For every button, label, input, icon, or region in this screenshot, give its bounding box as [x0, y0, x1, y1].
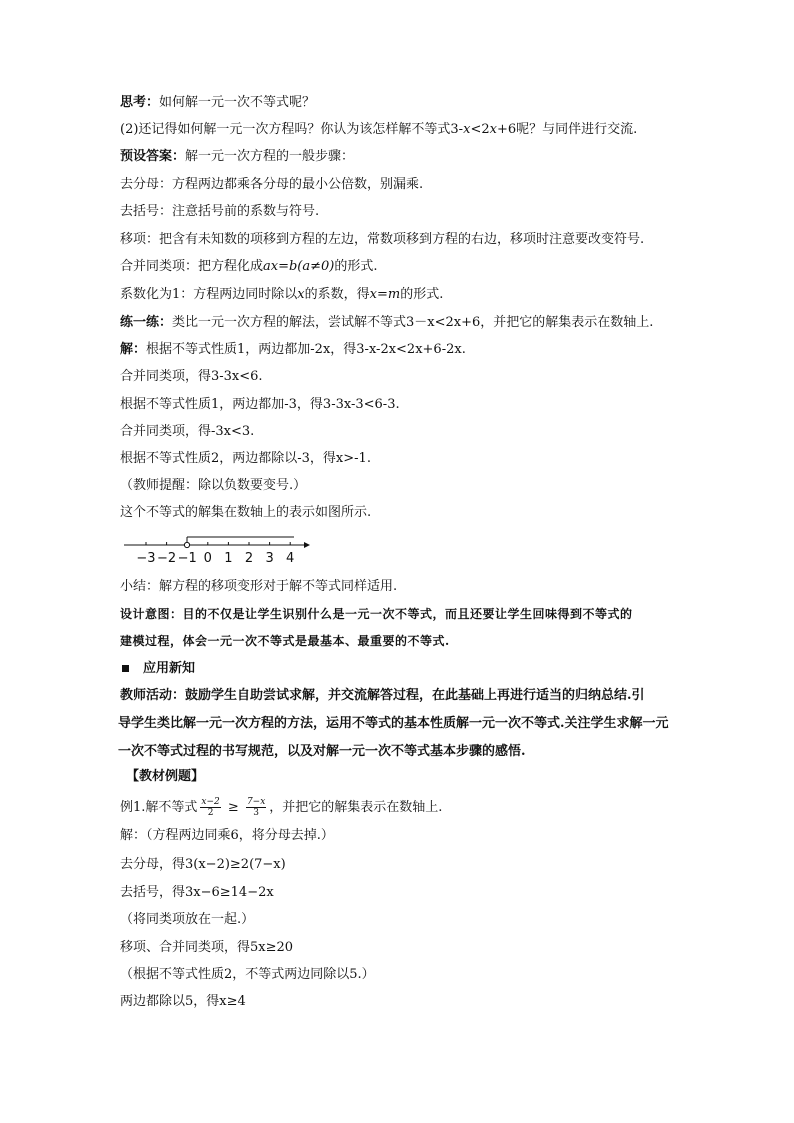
- number-line-tick-label: 2: [244, 551, 254, 566]
- step-5: 系数化为1：方程两边同时除以x的系数，得x=m的形式.: [120, 287, 444, 302]
- property-2: 根据不等式性质2，两边都除以-3，得x>-1.: [120, 451, 371, 466]
- number-line-arrow: [304, 542, 310, 548]
- preset-answer: 预设答案：解一元一次方程的一般步骤：: [120, 149, 355, 164]
- step-1: 去分母：方程两边都乘各分母的最小公倍数，别漏乘.: [120, 177, 424, 192]
- square-bullet-icon: [122, 665, 129, 672]
- step-4: 合并同类项：把方程化成ax=b(a≠0)的形式.: [120, 259, 378, 274]
- activity-label: 教师活动：: [120, 688, 186, 703]
- think-line: [120, 94, 315, 112]
- fraction-1: $\frac{x-2}{2}$: [201, 797, 220, 818]
- design-intent-2: 建模过程，体会一元一次不等式是最基本、最重要的不等式.: [120, 634, 450, 648]
- solution-line: 解：根据不等式性质1，两边都加-2x，得3-x-2x<2x+6-2x.: [120, 342, 466, 357]
- teacher-activity-3: 一次不等式过程的书写规范，以及对解一元一次不等式基本步骤的感悟.: [118, 744, 526, 759]
- example-solution: 解：（方程两边同乘6，将分母去掉.）: [120, 828, 334, 843]
- think-label: 思考：: [120, 95, 160, 110]
- combine-1: 合并同类项，得3-3x<6.: [120, 369, 263, 384]
- example-note-2: （根据不等式性质2，不等式两边同除以5.）: [120, 967, 375, 982]
- practice-line: 练一练：类比一元一次方程的解法，尝试解不等式3－x<2x+6，并把它的解集表示在数轴上.: [120, 315, 654, 330]
- open-circle: [184, 542, 189, 547]
- preset-label: 预设答案：: [120, 149, 186, 164]
- teacher-tip: （教师提醒：除以负数要变号.）: [120, 478, 307, 493]
- teacher-activity-2: 导学生类比解一元一次方程的方法，运用不等式的基本性质解一元一次不等式.关注学生求解一元: [118, 716, 669, 731]
- property-1: 根据不等式性质1，两边都加-3，得3-3x-3<6-3.: [120, 397, 400, 412]
- section-title: 应用新知: [143, 661, 196, 676]
- step-2: 去括号：注意括号前的系数与符号.: [120, 204, 320, 219]
- number-line-ticks: [136, 542, 294, 566]
- example-step-3: 移项、合并同类项，得5x≥20: [120, 940, 294, 955]
- section-header: [122, 660, 195, 678]
- example-step-2: 去括号，得3x−6≥14−2x: [120, 885, 274, 900]
- summary: 小结：解方程的移项变形对于解不等式同样适用.: [120, 579, 398, 594]
- question-2: (2)还记得如何解一元一次方程吗？你认为该怎样解不等式3-x<2x+6呢？与同伴进行交流.: [120, 122, 638, 137]
- number-line-tick-label: 3: [265, 551, 274, 566]
- think-text: 如何解一元一次不等式呢？: [159, 95, 316, 110]
- example-step-1: 去分母，得3(x−2)≥2(7−x): [120, 857, 286, 872]
- number-line-tick-label: −1: [177, 551, 197, 566]
- number-line: [118, 531, 318, 569]
- number-line-tick-label: 4: [286, 551, 295, 566]
- fraction-2: $\frac{7-x}{3}$: [246, 797, 266, 818]
- practice-label: 练一练：: [120, 315, 173, 330]
- solution-label: 解：: [120, 342, 147, 357]
- number-line-tick-label: −2: [157, 551, 177, 566]
- design-intent-1: 设计意图：目的不仅是让学生识别什么是一元一次不等式，而且还要让学生回味得到不等式的: [120, 607, 633, 621]
- design-label: 设计意图：: [120, 607, 183, 621]
- number-line-tick-label: −3: [136, 551, 156, 566]
- example-note-1: （将同类项放在一起.）: [120, 912, 255, 927]
- numline-intro: 这个不等式的解集在数轴上的表示如图所示.: [120, 505, 372, 520]
- example-step-4: 两边都除以5，得x≥4: [120, 994, 246, 1009]
- example-1: 例1.解不等式 $\frac{x-2}{2}$ ≥ $\frac{7-x}{3}$ ，并把它的解集表示在数轴上.: [120, 797, 443, 818]
- combine-2: 合并同类项，得-3x<3.: [120, 424, 255, 439]
- number-line-tick-label: 0: [203, 551, 212, 566]
- example-header: 【教材例题】: [126, 769, 205, 784]
- number-line-tick-label: 1: [224, 551, 233, 566]
- step-3: 移项：把含有未知数的项移到方程的左边，常数项移到方程的右边，移项时注意要改变符号.: [120, 232, 645, 247]
- teacher-activity-1: 教师活动：鼓励学生自助尝试求解，并交流解答过程，在此基础上再进行适当的归纳总结.引: [120, 688, 645, 703]
